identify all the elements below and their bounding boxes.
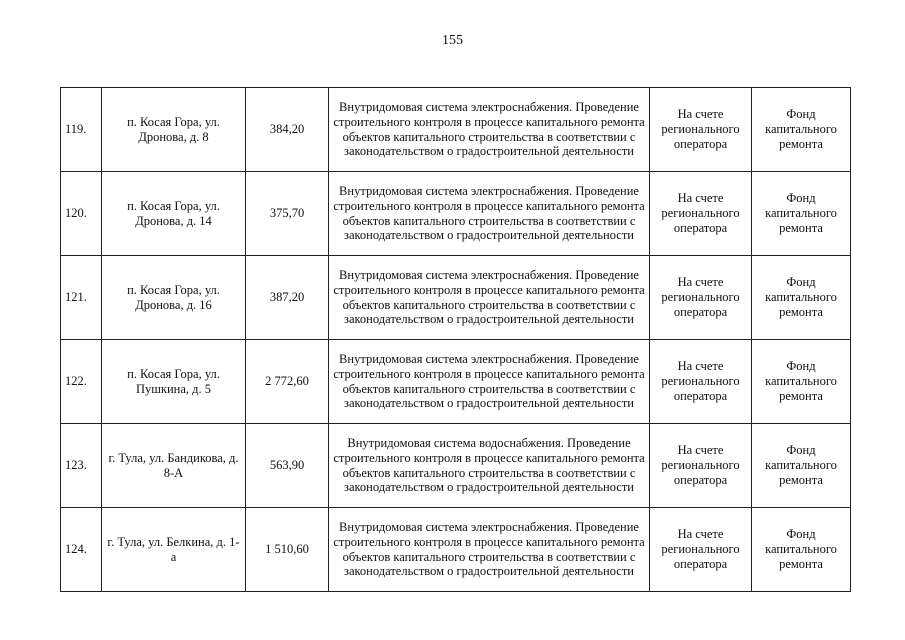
amount-cell: 1 510,60 — [246, 508, 329, 592]
funding-source-text: Фонд капитального ремонта — [765, 107, 837, 151]
work-description-text: Внутридомовая система электроснабжения. Проведение строительного контроля в процессе капитального ремонта объектов капитального строительства в соответствии с законодательством о градостроительной деятельности — [333, 100, 645, 159]
work-description-cell — [329, 172, 650, 256]
work-description-cell — [329, 508, 650, 592]
work-description-cell — [329, 256, 650, 340]
funding-source-text: Фонд капитального ремонта — [765, 275, 837, 319]
account-text: На счете регионального оператора — [661, 107, 740, 151]
funding-source-cell — [752, 256, 851, 340]
work-description-cell — [329, 88, 650, 172]
amount-cell: 387,20 — [246, 256, 329, 340]
table-row — [61, 256, 851, 340]
funding-source-text: Фонд капитального ремонта — [765, 359, 837, 403]
funding-source-cell — [752, 424, 851, 508]
funding-source-text: Фонд капитального ремонта — [765, 191, 837, 235]
address-text: п. Косая Гора, ул. Дронова, д. 16 — [127, 282, 220, 312]
account-cell — [650, 340, 752, 424]
repair-works-table — [60, 87, 851, 592]
table-row — [61, 88, 851, 172]
address-text: г. Тула, ул. Бандикова, д. 8-А — [108, 450, 239, 480]
amount-cell: 384,20 — [246, 88, 329, 172]
address-text: п. Косая Гора, ул. Дронова, д. 8 — [127, 114, 220, 144]
account-text: На счете регионального оператора — [661, 359, 740, 403]
account-text: На счете регионального оператора — [661, 191, 740, 235]
work-description-text: Внутридомовая система электроснабжения. Проведение строительного контроля в процессе капитального ремонта объектов капитального строительства в соответствии с законодательством о градостроительной деятельности — [333, 184, 645, 243]
account-cell — [650, 424, 752, 508]
funding-source-text: Фонд капитального ремонта — [765, 527, 837, 571]
funding-source-cell — [752, 340, 851, 424]
table-row — [61, 508, 851, 592]
row-number: 121. — [61, 256, 102, 340]
address-cell — [102, 172, 246, 256]
work-description-text: Внутридомовая система электроснабжения. Проведение строительного контроля в процессе капитального ремонта объектов капитального строительства в соответствии с законодательством о градостроительной деятельности — [333, 268, 645, 327]
work-description-cell — [329, 340, 650, 424]
account-cell — [650, 172, 752, 256]
work-description-text: Внутридомовая система водоснабжения. Проведение строительного контроля в процессе капитального ремонта объектов капитального строительства в соответствии с законодательством о градостроительной деятельности — [333, 436, 645, 495]
account-text: На счете регионального оператора — [661, 443, 740, 487]
table-row — [61, 340, 851, 424]
address-cell — [102, 88, 246, 172]
funding-source-cell — [752, 508, 851, 592]
account-cell — [650, 256, 752, 340]
funding-source-cell — [752, 172, 851, 256]
amount-cell: 563,90 — [246, 424, 329, 508]
work-description-cell — [329, 424, 650, 508]
row-number: 119. — [61, 88, 102, 172]
amount-cell: 2 772,60 — [246, 340, 329, 424]
funding-source-cell — [752, 88, 851, 172]
address-cell — [102, 424, 246, 508]
work-description-text: Внутридомовая система электроснабжения. Проведение строительного контроля в процессе капитального ремонта объектов капитального строительства в соответствии с законодательством о градостроительной деятельности — [333, 520, 645, 579]
table-row — [61, 172, 851, 256]
address-text: п. Косая Гора, ул. Дронова, д. 14 — [127, 198, 220, 228]
work-description-text: Внутридомовая система электроснабжения. Проведение строительного контроля в процессе капитального ремонта объектов капитального строительства в соответствии с законодательством о градостроительной деятельности — [333, 352, 645, 411]
table-row — [61, 424, 851, 508]
account-text: На счете регионального оператора — [661, 527, 740, 571]
row-number: 122. — [61, 340, 102, 424]
address-cell — [102, 340, 246, 424]
row-number: 123. — [61, 424, 102, 508]
amount-cell: 375,70 — [246, 172, 329, 256]
account-cell — [650, 508, 752, 592]
account-cell — [650, 88, 752, 172]
page-number: 155 — [442, 33, 463, 48]
row-number: 120. — [61, 172, 102, 256]
address-cell — [102, 256, 246, 340]
address-cell — [102, 508, 246, 592]
address-text: п. Косая Гора, ул. Пушкина, д. 5 — [127, 366, 220, 396]
address-text: г. Тула, ул. Белкина, д. 1-а — [107, 534, 240, 564]
account-text: На счете регионального оператора — [661, 275, 740, 319]
row-number: 124. — [61, 508, 102, 592]
funding-source-text: Фонд капитального ремонта — [765, 443, 837, 487]
